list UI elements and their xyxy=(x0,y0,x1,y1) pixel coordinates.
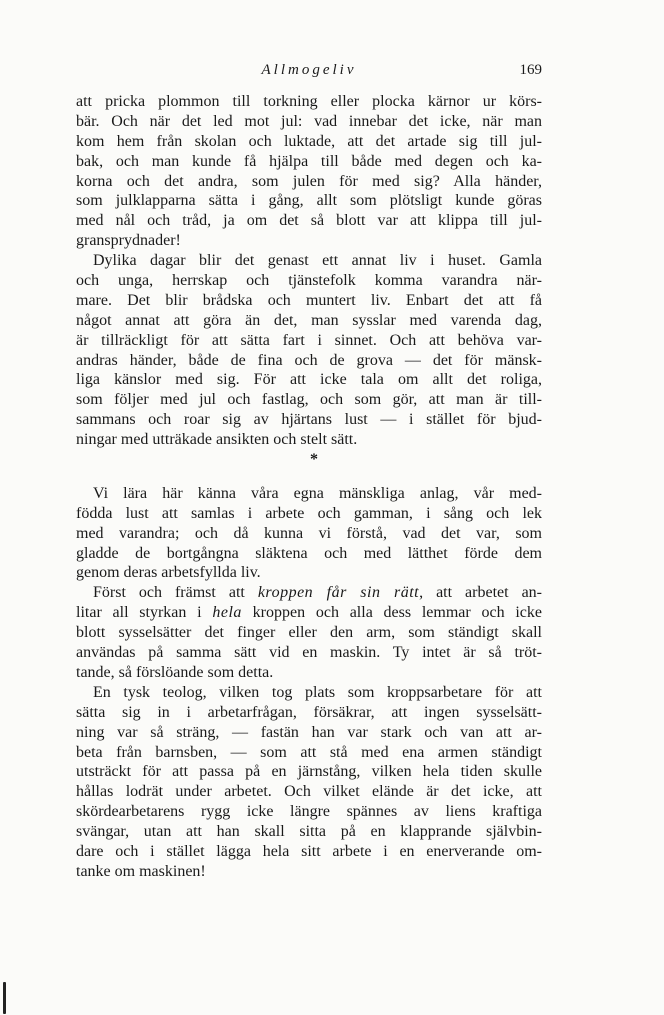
text-line: som julklapparna sätta i gång, allt som plötsligt kunde göras xyxy=(76,192,542,210)
paragraph xyxy=(76,683,542,882)
text-fragment: Först och främst att xyxy=(93,584,258,602)
section-separator: * xyxy=(310,451,318,469)
text-line: ningar med utträkade ansikten och stelt sätt. xyxy=(76,431,358,449)
text-line: tande, så förslöande som detta. xyxy=(76,663,274,681)
text-line: något annat att göra än det, man sysslar med varenda dag, xyxy=(76,311,542,329)
text-line: andras händer, både de fina och de grova — det för mänsk- xyxy=(76,351,542,369)
text-fragment: litar all styrkan i xyxy=(76,604,213,622)
paragraph xyxy=(76,92,542,251)
text-line: bär. Och när det led mot jul: vad innebar det icke, när man xyxy=(76,112,542,130)
page-number: 169 xyxy=(519,62,542,78)
text-fragment: , att arbetet an- xyxy=(419,584,543,602)
text-line: liga känslor med sig. För att icke tala om allt det roliga, xyxy=(76,371,542,389)
text-line: beta från barnsben, — som att stå med ena armen ständigt xyxy=(76,743,542,761)
text-line: med nål och tråd, ja om det så blott var att klippa till jul- xyxy=(76,212,542,230)
text-line: tanke om maskinen! xyxy=(76,862,206,880)
paragraph xyxy=(76,484,542,583)
text-line: Dylika dagar blir det genast ett annat liv i huset. Gamla xyxy=(93,252,542,270)
text-line: kom hem från skolan och luktade, att det artade sig till jul- xyxy=(76,132,542,150)
body-text xyxy=(76,92,542,882)
text-line: användas på samma sätt vid en maskin. Ty intet är så tröt- xyxy=(76,644,542,662)
text-line: gransprydnader! xyxy=(76,232,181,250)
text-line: och unga, herrskap och tjänstefolk komma varandra när- xyxy=(76,272,542,290)
page-edge-mark xyxy=(3,982,6,1014)
text-line: korna och det andra, som julen för med sig? Alla händer, xyxy=(76,172,542,190)
text-line: att pricka plommon till torkning eller plocka kärnor ur körs- xyxy=(76,93,542,110)
page-header xyxy=(76,62,542,86)
paragraph xyxy=(76,251,542,450)
text-line: hållas lodrät under arbetet. Och vilket elände är det icke, att xyxy=(76,783,542,801)
text-line: sätta sig in i arbetarfrågan, försäkrar, att ingen sysselsätt- xyxy=(76,703,542,721)
text-line: sammans och roar sig av hjärtans lust — i stället för bjud- xyxy=(76,411,542,429)
text-line: dare och i stället lägga hela sitt arbete i en enerverande om- xyxy=(76,842,542,860)
text-line: skördearbetarens rygg icke längre spännes av liens kraftiga xyxy=(76,803,542,821)
text-line: gladde de bortgångna släktena och med lätthet förde dem xyxy=(76,544,542,562)
text-line: bak, och man kunde få hjälpa till både med degen och ka- xyxy=(76,152,542,170)
text-line: En tysk teolog, vilken tog plats som kroppsarbetare för att xyxy=(93,683,542,701)
text-line: blott sysselsätter det finger eller den arm, som ständigt skall xyxy=(76,624,542,642)
section-gap xyxy=(76,470,542,484)
paragraph xyxy=(76,583,542,682)
emphasis-text: kroppen får sin rätt xyxy=(257,584,420,602)
text-line xyxy=(76,583,542,603)
text-line: som följer med jul och fastlag, och som gör, att man är till- xyxy=(76,391,542,409)
running-title: Allmogeliv xyxy=(261,62,357,78)
text-line xyxy=(76,603,542,623)
text-line: födda lust att samlas i arbete och gamman, i sång och lek xyxy=(76,504,542,522)
text-fragment: kroppen och alla dess lemmar och icke xyxy=(241,604,542,622)
text-line: utsträckt för att passa på en järnstång, vilken hela tiden skulle xyxy=(76,763,542,781)
text-line: med varandra; och då kunna vi förstå, vad det var, som xyxy=(76,524,542,542)
text-line: genom deras arbetsfyllda liv. xyxy=(76,564,261,582)
text-line: mare. Det blir brådska och muntert liv. Enbart det att få xyxy=(76,291,542,309)
text-line: svängar, utan att han skall sitta på en klapprande självbin- xyxy=(76,823,542,841)
text-line: är tillräckligt för att sätta fart i sinnet. Och att behöva var- xyxy=(76,331,542,349)
text-line: Vi lära här känna våra egna mänskliga anlag, vår med- xyxy=(93,484,542,502)
emphasis-text: hela xyxy=(212,604,242,622)
text-line: ning var så sträng, — fastän han var stark och van att ar- xyxy=(76,723,542,741)
